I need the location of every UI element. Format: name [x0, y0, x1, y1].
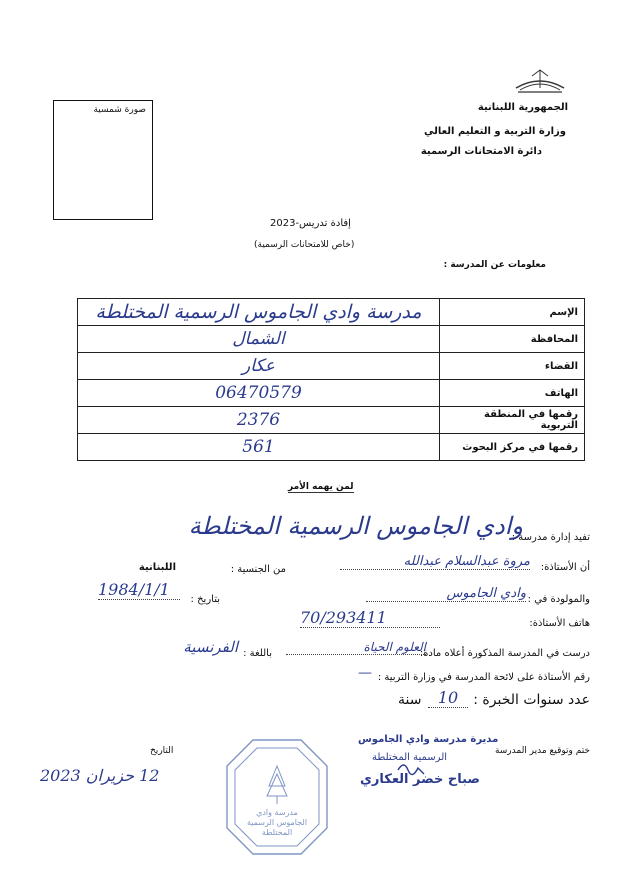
- school-info-label: الإسم: [440, 299, 585, 326]
- school-info-label: الهاتف: [440, 380, 585, 407]
- school-info-label: القضاء: [440, 353, 585, 380]
- language-label: باللغة :: [243, 648, 272, 659]
- footer-date-label: التاريخ: [150, 746, 174, 756]
- school-info-value: 2376: [78, 407, 440, 434]
- department-name: دائرة الامتحانات الرسمية: [420, 146, 542, 157]
- republic-name: الجمهورية اللبنانية: [477, 102, 568, 113]
- school-info-row: [78, 353, 585, 380]
- school-info-table: [77, 298, 585, 461]
- subject-label: درست في المدرسة المذكورة أعلاه مادة:: [419, 648, 590, 659]
- ministry-name: وزارة التربية و التعليم العالي: [424, 126, 566, 137]
- subject-value: العلوم الحياة: [286, 640, 426, 655]
- ministry-logo-icon: [512, 66, 568, 96]
- director-name: صباح خضر العكاري: [360, 772, 480, 787]
- footer-date-value: 12 حزيران 2023: [40, 766, 160, 785]
- photo-placeholder: [53, 100, 153, 220]
- phone-value: 70/293411: [300, 608, 440, 628]
- nationality-label: من الجنسية :: [230, 564, 286, 575]
- school-info-row: [78, 299, 585, 326]
- school-info-label: رقمها في مركز البحوث: [440, 434, 585, 461]
- registry-value: —: [358, 665, 372, 681]
- school-info-value: الشمال: [78, 326, 440, 353]
- director-stamp-line2: الرسمية المختلطة: [372, 752, 448, 763]
- school-info-value: مدرسة وادي الجاموس الرسمية المختلطة: [78, 299, 440, 326]
- to-whom-heading: لمن يهمه الأمر: [288, 482, 354, 492]
- date-value: 1984/1/1: [98, 580, 180, 600]
- experience-unit: سنة: [398, 692, 422, 708]
- director-stamp-line1: مديرة مدرسة وادي الجاموس: [358, 734, 499, 745]
- born-value: وادي الجاموس: [366, 586, 526, 602]
- confirm-label: تفيد إدارة مدرسة :: [511, 532, 590, 543]
- school-seal-text: مدرسة وادي الجاموس الرسمية المختلطة: [246, 808, 308, 837]
- signature-label: ختم وتوقيع مدير المدرسة: [494, 746, 590, 756]
- school-seal-icon: [223, 736, 331, 858]
- school-info-value: 561: [78, 434, 440, 461]
- school-info-value: 06470579: [78, 380, 440, 407]
- phone-label: هاتف الأستاذة:: [529, 618, 590, 629]
- experience-label: عدد سنوات الخبرة :: [473, 692, 590, 708]
- school-info-row: [78, 326, 585, 353]
- teacher-value: مروة عبدالسلام عبدالله: [340, 554, 530, 570]
- language-value: الفرنسية: [183, 638, 238, 656]
- school-info-row: [78, 434, 585, 461]
- school-info-row: [78, 407, 585, 434]
- photo-label: صورة شمسية: [93, 105, 146, 115]
- registry-label: رقم الأستاذة على لائحة المدرسة في وزارة التربية :: [377, 672, 590, 683]
- school-info-label: المحافظة: [440, 326, 585, 353]
- school-info-row: [78, 380, 585, 407]
- certificate-title: إفادة تدريس-2023: [270, 218, 351, 229]
- confirm-value: وادي الجاموس الرسمية المختلطة: [188, 512, 523, 540]
- teacher-label: أن الأستاذة:: [540, 562, 590, 573]
- school-info-label: رقمها في المنطقة التربوية: [440, 407, 585, 434]
- school-info-value: عكار: [78, 353, 440, 380]
- born-label: والمولودة في :: [527, 594, 590, 605]
- experience-value: 10: [428, 688, 468, 708]
- date-label: بتاريخ :: [190, 594, 220, 605]
- nationality-value: اللبنانية: [138, 562, 176, 573]
- certificate-subtitle: (خاص للامتحانات الرسمية): [254, 240, 355, 250]
- school-info-label: معلومات عن المدرسة :: [443, 260, 546, 270]
